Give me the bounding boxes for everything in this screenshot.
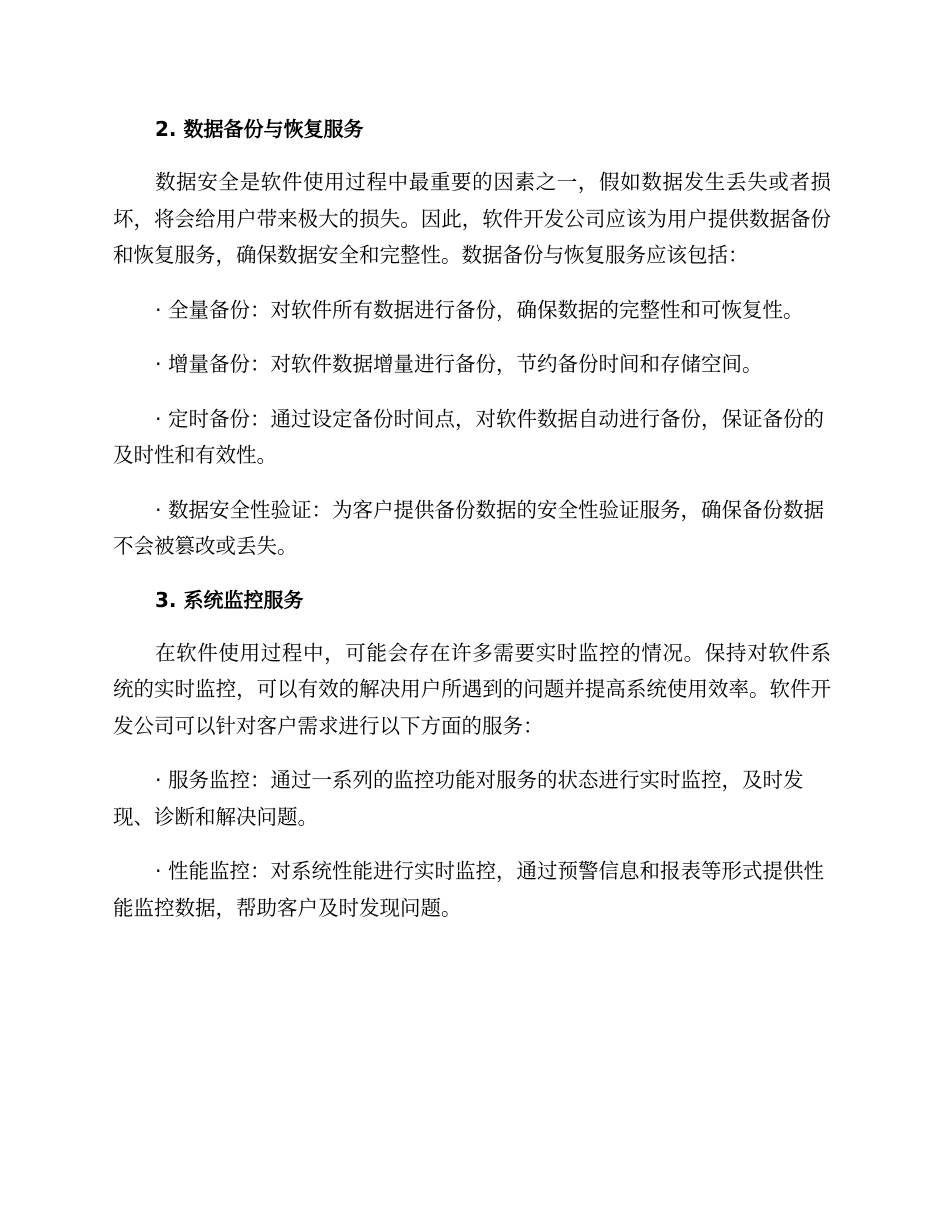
section-2-item-security-verification: · 数据安全性验证：为客户提供备份数据的安全性验证服务，确保备份数据不会被篡改或丢失。: [113, 497, 825, 558]
document-body: [113, 112, 831, 944]
section-3-item-performance-monitoring: · 性能监控：对系统性能进行实时监控，通过预警信息和报表等形式提供性能监控数据，帮助客户及时发现问题。: [113, 859, 825, 920]
section-3-item-service-monitoring: · 服务监控：通过一系列的监控功能对服务的状态进行实时监控，及时发现、诊断和解决问题。: [113, 768, 804, 829]
section-2-item-full-backup: · 全量备份：对软件所有数据进行备份，确保数据的完整性和可恢复性。: [155, 297, 804, 322]
section-2-intro: 数据安全是软件使用过程中最重要的因素之一，假如数据发生丢失或者损坏，将会给用户带来极大的损失。因此，软件开发公司应该为用户提供数据备份和恢复服务，确保数据安全和完整性。数据备份与恢复服务应该包括：: [113, 170, 831, 267]
section-3-intro: 在软件使用过程中，可能会存在许多需要实时监控的情况。保持对软件系统的实时监控，可以有效的解决用户所遇到的问题并提高系统使用效率。软件开发公司可以针对客户需求进行以下方面的服务：: [113, 640, 831, 738]
section-2-heading: 2. 数据备份与恢复服务: [155, 117, 364, 141]
section-2-item-scheduled-backup: · 定时备份：通过设定备份时间点，对软件数据自动进行备份，保证备份的及时性和有效性。: [113, 406, 825, 467]
section-3-heading: 3. 系统监控服务: [155, 587, 304, 612]
section-2-item-incremental-backup: · 增量备份：对软件数据增量进行备份，节约备份时间和存储空间。: [155, 352, 763, 376]
